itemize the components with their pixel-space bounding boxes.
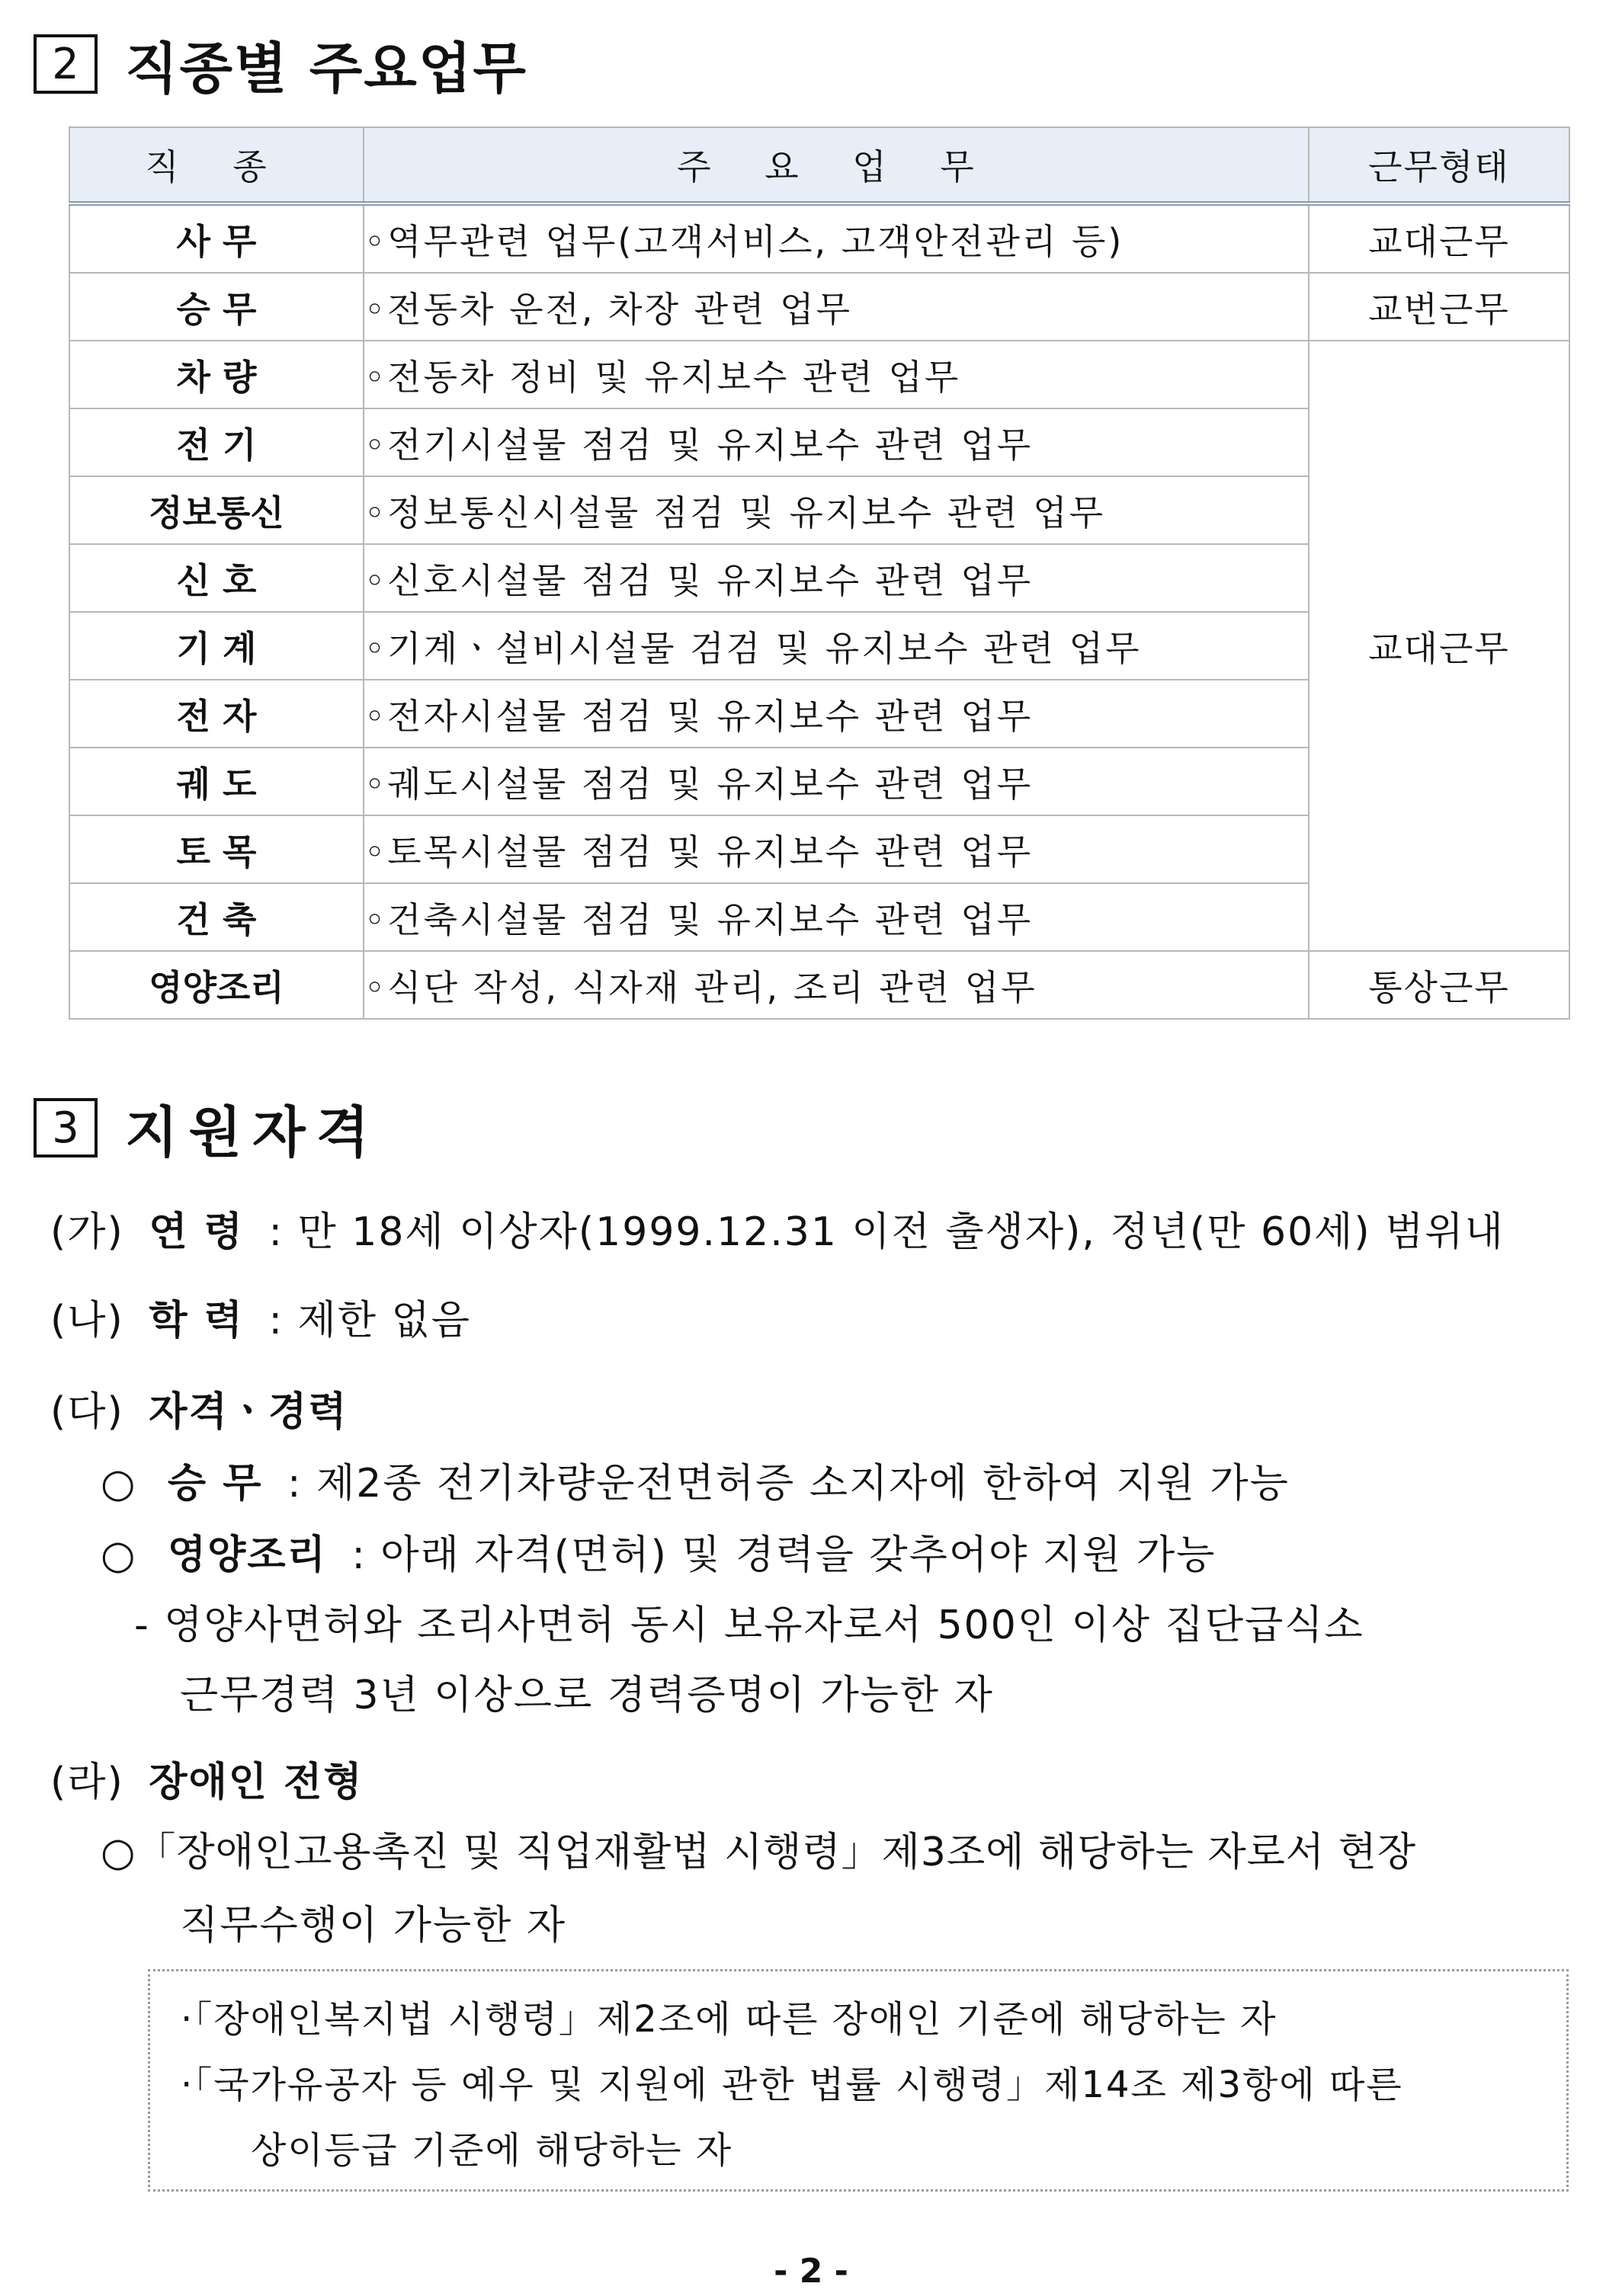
job-type-cell: 사 무 — [69, 203, 364, 273]
qual-cook-head: 영양조리 — [167, 1532, 327, 1578]
qual-disabled-head: 장애인 전형 — [149, 1760, 364, 1805]
duty-cell: ◦역무관련 업무(고객서비스, 고객안전관리 등) — [364, 203, 1309, 273]
duty-cell: ◦기계ㆍ설비시설물 검검 및 유지보수 관련 업무 — [364, 612, 1309, 680]
qual-age-head: 연 령 — [149, 1209, 244, 1255]
qual-license — [50, 1379, 348, 1436]
table-row — [69, 951, 1569, 1019]
duty-cell: ◦토목시설물 점검 및 유지보수 관련 업무 — [364, 815, 1309, 883]
work-form-cell: 교번근무 — [1309, 273, 1569, 341]
table-row — [69, 341, 1569, 408]
qual-cook-sub-2: 근무경력 3년 이상으로 경력증명이 가능한 자 — [180, 1673, 994, 1718]
bullet-circle: ○ — [101, 1461, 137, 1507]
duty-cell: ◦전기시설물 점검 및 유지보수 관련 업무 — [364, 408, 1309, 476]
job-type-cell: 궤 도 — [69, 748, 364, 815]
job-type-cell: 차 량 — [69, 341, 364, 408]
duty-cell: ◦정보통신시설물 점검 및 유지보수 관련 업무 — [364, 476, 1309, 544]
criteria-item-2: ·「국가유공자 등 예우 및 지원에 관한 법률 시행령」제14조 제3항에 따른 — [181, 2064, 1403, 2106]
criteria-item-2-cont: 상이등급 기준에 해당하는 자 — [251, 2129, 733, 2172]
header-main-duty: 주 요 업 무 — [364, 127, 1309, 203]
qual-age-label: (가) — [50, 1209, 124, 1255]
qual-age-text: : 만 18세 이상자(1999.12.31 이전 출생자), 정년(만 60세) 범위내 — [268, 1209, 1505, 1255]
bullet-circle: ○ — [101, 1532, 137, 1578]
header-work-form: 근무형태 — [1309, 127, 1569, 203]
qual-education-head: 학 력 — [149, 1298, 244, 1343]
duty-cell: ◦전동차 운전, 차장 관련 업무 — [364, 273, 1309, 341]
qual-license-item-cook — [101, 1523, 1216, 1580]
job-type-cell: 전 기 — [69, 408, 364, 476]
duty-cell: ◦식단 작성, 식자재 관리, 조리 관련 업무 — [364, 951, 1309, 1019]
job-type-cell: 토 목 — [69, 815, 364, 883]
work-form-cell: 통상근무 — [1309, 951, 1569, 1019]
table-row — [69, 203, 1569, 273]
header-job-type: 직 종 — [69, 127, 364, 203]
job-type-cell: 기 계 — [69, 612, 364, 680]
duty-cell: ◦전자시설물 점검 및 유지보수 관련 업무 — [364, 680, 1309, 748]
job-type-cell: 전 자 — [69, 680, 364, 748]
work-form-cell: 교대근무 — [1309, 203, 1569, 273]
qual-disabled-item-cont: 직무수행이 가능한 자 — [180, 1903, 567, 1949]
qual-driver-head: 승 무 — [167, 1461, 263, 1507]
page-number: - 2 - — [774, 2252, 848, 2291]
qual-driver-text: : 제2종 전기차량운전면허증 소지자에 한하여 지원 가능 — [287, 1461, 1290, 1507]
section-2-title: 직종별 주요업무 — [125, 37, 527, 101]
table-header-row — [69, 127, 1569, 203]
qual-cook-sub-1: - 영양사면허와 조리사면허 동시 보유자로서 500인 이상 집단급식소 — [134, 1603, 1364, 1648]
section-3-heading — [34, 1088, 380, 1167]
qual-age — [50, 1199, 1505, 1257]
job-type-cell: 승 무 — [69, 273, 364, 341]
section-3-number: 3 — [34, 1098, 98, 1158]
qual-license-head: 자격ㆍ경력 — [149, 1389, 348, 1435]
work-form-cell-merged: 교대근무 — [1309, 341, 1569, 951]
job-type-cell: 신 호 — [69, 544, 364, 612]
section-2-number: 2 — [34, 34, 98, 94]
qual-cook-text: : 아래 자격(면허) 및 경력을 갖추어야 지원 가능 — [351, 1532, 1216, 1578]
job-type-cell: 영양조리 — [69, 951, 364, 1019]
duty-cell: ◦궤도시설물 점검 및 유지보수 관련 업무 — [364, 748, 1309, 815]
duty-cell: ◦신호시설물 점검 및 유지보수 관련 업무 — [364, 544, 1309, 612]
criteria-item-1: ·「장애인복지법 시행령」제2조에 따른 장애인 기준에 해당하는 자 — [181, 1998, 1277, 2041]
section-3-title: 지원자격 — [125, 1100, 380, 1164]
qual-disabled — [50, 1750, 364, 1807]
section-2-heading — [34, 24, 527, 104]
qual-license-item-driver — [101, 1451, 1290, 1508]
qual-education-label: (나) — [50, 1298, 124, 1343]
duty-table — [69, 126, 1570, 1020]
job-type-cell: 건 축 — [69, 883, 364, 951]
qual-education-text: : 제한 없음 — [268, 1298, 471, 1343]
job-type-cell: 정보통신 — [69, 476, 364, 544]
qual-disabled-item: ○「장애인고용촉진 및 직업재활법 시행령」제3조에 해당하는 자로서 현장 — [101, 1830, 1417, 1875]
qual-disabled-label: (라) — [50, 1760, 124, 1805]
duty-cell: ◦건축시설물 점검 및 유지보수 관련 업무 — [364, 883, 1309, 951]
qual-license-label: (다) — [50, 1389, 124, 1435]
duty-cell: ◦전동차 정비 및 유지보수 관련 업무 — [364, 341, 1309, 408]
table-row — [69, 273, 1569, 341]
qual-education — [50, 1288, 471, 1345]
disability-criteria-box — [148, 1969, 1569, 2192]
